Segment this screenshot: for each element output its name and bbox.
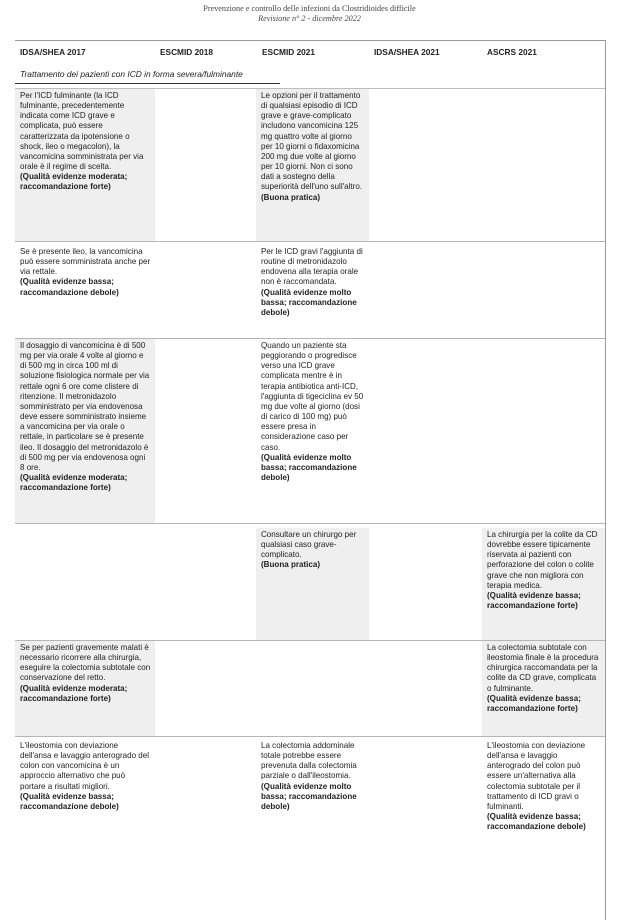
recommendation-text: Se per pazienti gravemente malati è necessario ricorrere alla chirurgia, eseguire la colectomia subtotale con conservazione del retto. xyxy=(20,643,151,683)
column-header-idsa-shea-2017: IDSA/SHEA 2017 xyxy=(20,47,86,57)
header-revision: Revisione n° 2 - dicembre 2022 xyxy=(258,14,361,23)
column-header-escmid-2018: ESCMID 2018 xyxy=(160,47,214,57)
table-cell-idsa-shea-2017 xyxy=(15,89,155,241)
recommendation-text: Per l'ICD fulminante (la ICD fulminante, precedentemente indicata come ICD grave e complicata, può essere caratterizzata da ipotensione o shock, ileo o megacolon), la vancomicina somministrata per via orale è il regime di scelta. xyxy=(20,91,144,172)
table-cell-idsa-shea-2017 xyxy=(15,641,155,736)
document-header xyxy=(0,4,619,24)
evidence-grade: (Buona pratica) xyxy=(261,560,321,570)
table-cell-escmid-2021 xyxy=(256,528,369,640)
recommendation-text: La colectomia subtotale con ileostomia finale è la procedura chirurgica raccomandata per la colite da CD grave, complicata o fulminante. xyxy=(487,643,599,693)
evidence-grade: (Buona pratica) xyxy=(261,192,321,202)
recommendation-text: L'ileostomia con deviazione dell'ansa e lavaggio anterogrado del colon può essere un'alternativa alla colectomia subtotale per il trattamento di ICD gravi o fulminanti. xyxy=(487,741,586,811)
table-cell-escmid-2021 xyxy=(256,339,369,523)
evidence-grade: (Qualità evidenze bassa; raccomandazione forte) xyxy=(487,590,581,611)
table-cell-escmid-2021 xyxy=(256,739,369,859)
evidence-grade: (Qualità evidenze moderata; raccomandazione forte) xyxy=(20,172,128,192)
table-cell-ascrs-2021 xyxy=(482,641,605,736)
evidence-grade: (Qualità evidenze moderata; raccomandazione forte) xyxy=(20,473,128,493)
evidence-grade: (Qualità evidenze bassa; raccomandazione forte) xyxy=(487,693,581,713)
table-cell-ascrs-2021 xyxy=(482,528,605,640)
row-divider xyxy=(15,241,605,242)
recommendation-text: Il dosaggio di vancomicina è di 500 mg per via orale 4 volte al giorno e di 500 mg in circa 100 ml di soluzione fisiologica normale per via rettale ogni 6 ore come clistere di ritenzione. Il metronidazolo somministrato per via endovenosa deve essere somministrato insieme a vancomicina per via orale o rettale, in particolare se è presente ileo. Il dosaggio del metronidazolo è di 500 mg per via endovenosa ogni 8 ore. xyxy=(20,341,150,472)
recommendation-text: Le opzioni per il trattamento di qualsiasi episodio di ICD grave e grave-complicato includono vancomicina 125 mg quattro volte al giorno per 10 giorni o fidaxomicina 200 mg due volte al giorno per 10 giorni. Non ci sono dati a sostegno della superiorità dell'uno sull'altro. xyxy=(261,91,363,192)
recommendation-text: Per le ICD gravi l'aggiunta di routine di metronidazolo endovena alla terapia orale non è raccomandata. xyxy=(261,247,363,287)
row-divider xyxy=(15,736,605,737)
recommendation-text: Consultare un chirurgo per qualsiasi caso grave-complicato. xyxy=(261,530,357,560)
evidence-grade: (Qualità evidenze moderata; raccomandazione forte) xyxy=(20,683,128,703)
table-cell-escmid-2021 xyxy=(256,245,369,338)
section-title: Trattamento dei pazienti con ICD in forma severa/fulminante xyxy=(20,69,243,79)
row-divider xyxy=(15,523,605,524)
section-title-underline xyxy=(15,83,280,84)
recommendation-text: L'ileostomia con deviazione dell'ansa e lavaggio anterogrado del colon con vancomicina è un approccio alternativo che può portare a risultati migliori. xyxy=(20,741,150,791)
header-title: Prevenzione e controllo delle infezioni da Clostridioides difficile xyxy=(203,4,416,13)
recommendation-text: La colectomia addominale totale potrebbe essere prevenuta dalla colectomia parziale o dall'ileostomia. xyxy=(261,741,357,781)
column-header-ascrs-2021: ASCRS 2021 xyxy=(487,47,537,57)
table-cell-idsa-shea-2017 xyxy=(15,739,155,839)
evidence-grade: (Qualità evidenze bassa; raccomandazione debole) xyxy=(20,277,119,297)
recommendation-text: La chirurgia per la colite da CD dovrebbe essere tipicamente riservata ai pazienti con perforazione del colon o colite grave che non migliora con terapia medica. xyxy=(487,530,598,590)
table-cell-escmid-2021 xyxy=(256,89,369,241)
recommendation-text: Quando un paziente sta peggiorando o progredisce verso una ICD grave complicata mentre è in terapia antibiotica anti-ICD, l'aggiunta di tigeciclina ev 50 mg due volte al giorno (dosi di carico di 100 mg) può essere presa in considerazione caso per caso. xyxy=(261,341,364,452)
column-header-escmid-2021: ESCMID 2021 xyxy=(262,47,316,57)
evidence-grade: (Qualità evidenze molto bassa; raccomandazione debole) xyxy=(261,781,357,811)
column-header-idsa-shea-2021: IDSA/SHEA 2021 xyxy=(374,47,440,57)
table-cell-idsa-shea-2017 xyxy=(15,339,155,523)
evidence-grade: (Qualità evidenze bassa; raccomandazione debole) xyxy=(487,812,586,832)
evidence-grade: (Qualità evidenze molto bassa; raccomandazione debole) xyxy=(261,287,357,317)
evidence-grade: (Qualità evidenze molto bassa; raccomandazione debole) xyxy=(261,452,357,483)
table-cell-idsa-shea-2017 xyxy=(15,245,155,338)
table-cell-ascrs-2021 xyxy=(482,739,605,859)
recommendation-text: Se è presente ileo, la vancomicina può essere somministrata anche per via rettale. xyxy=(20,247,151,277)
evidence-grade: (Qualità evidenze bassa; raccomandazione debole) xyxy=(20,791,119,811)
